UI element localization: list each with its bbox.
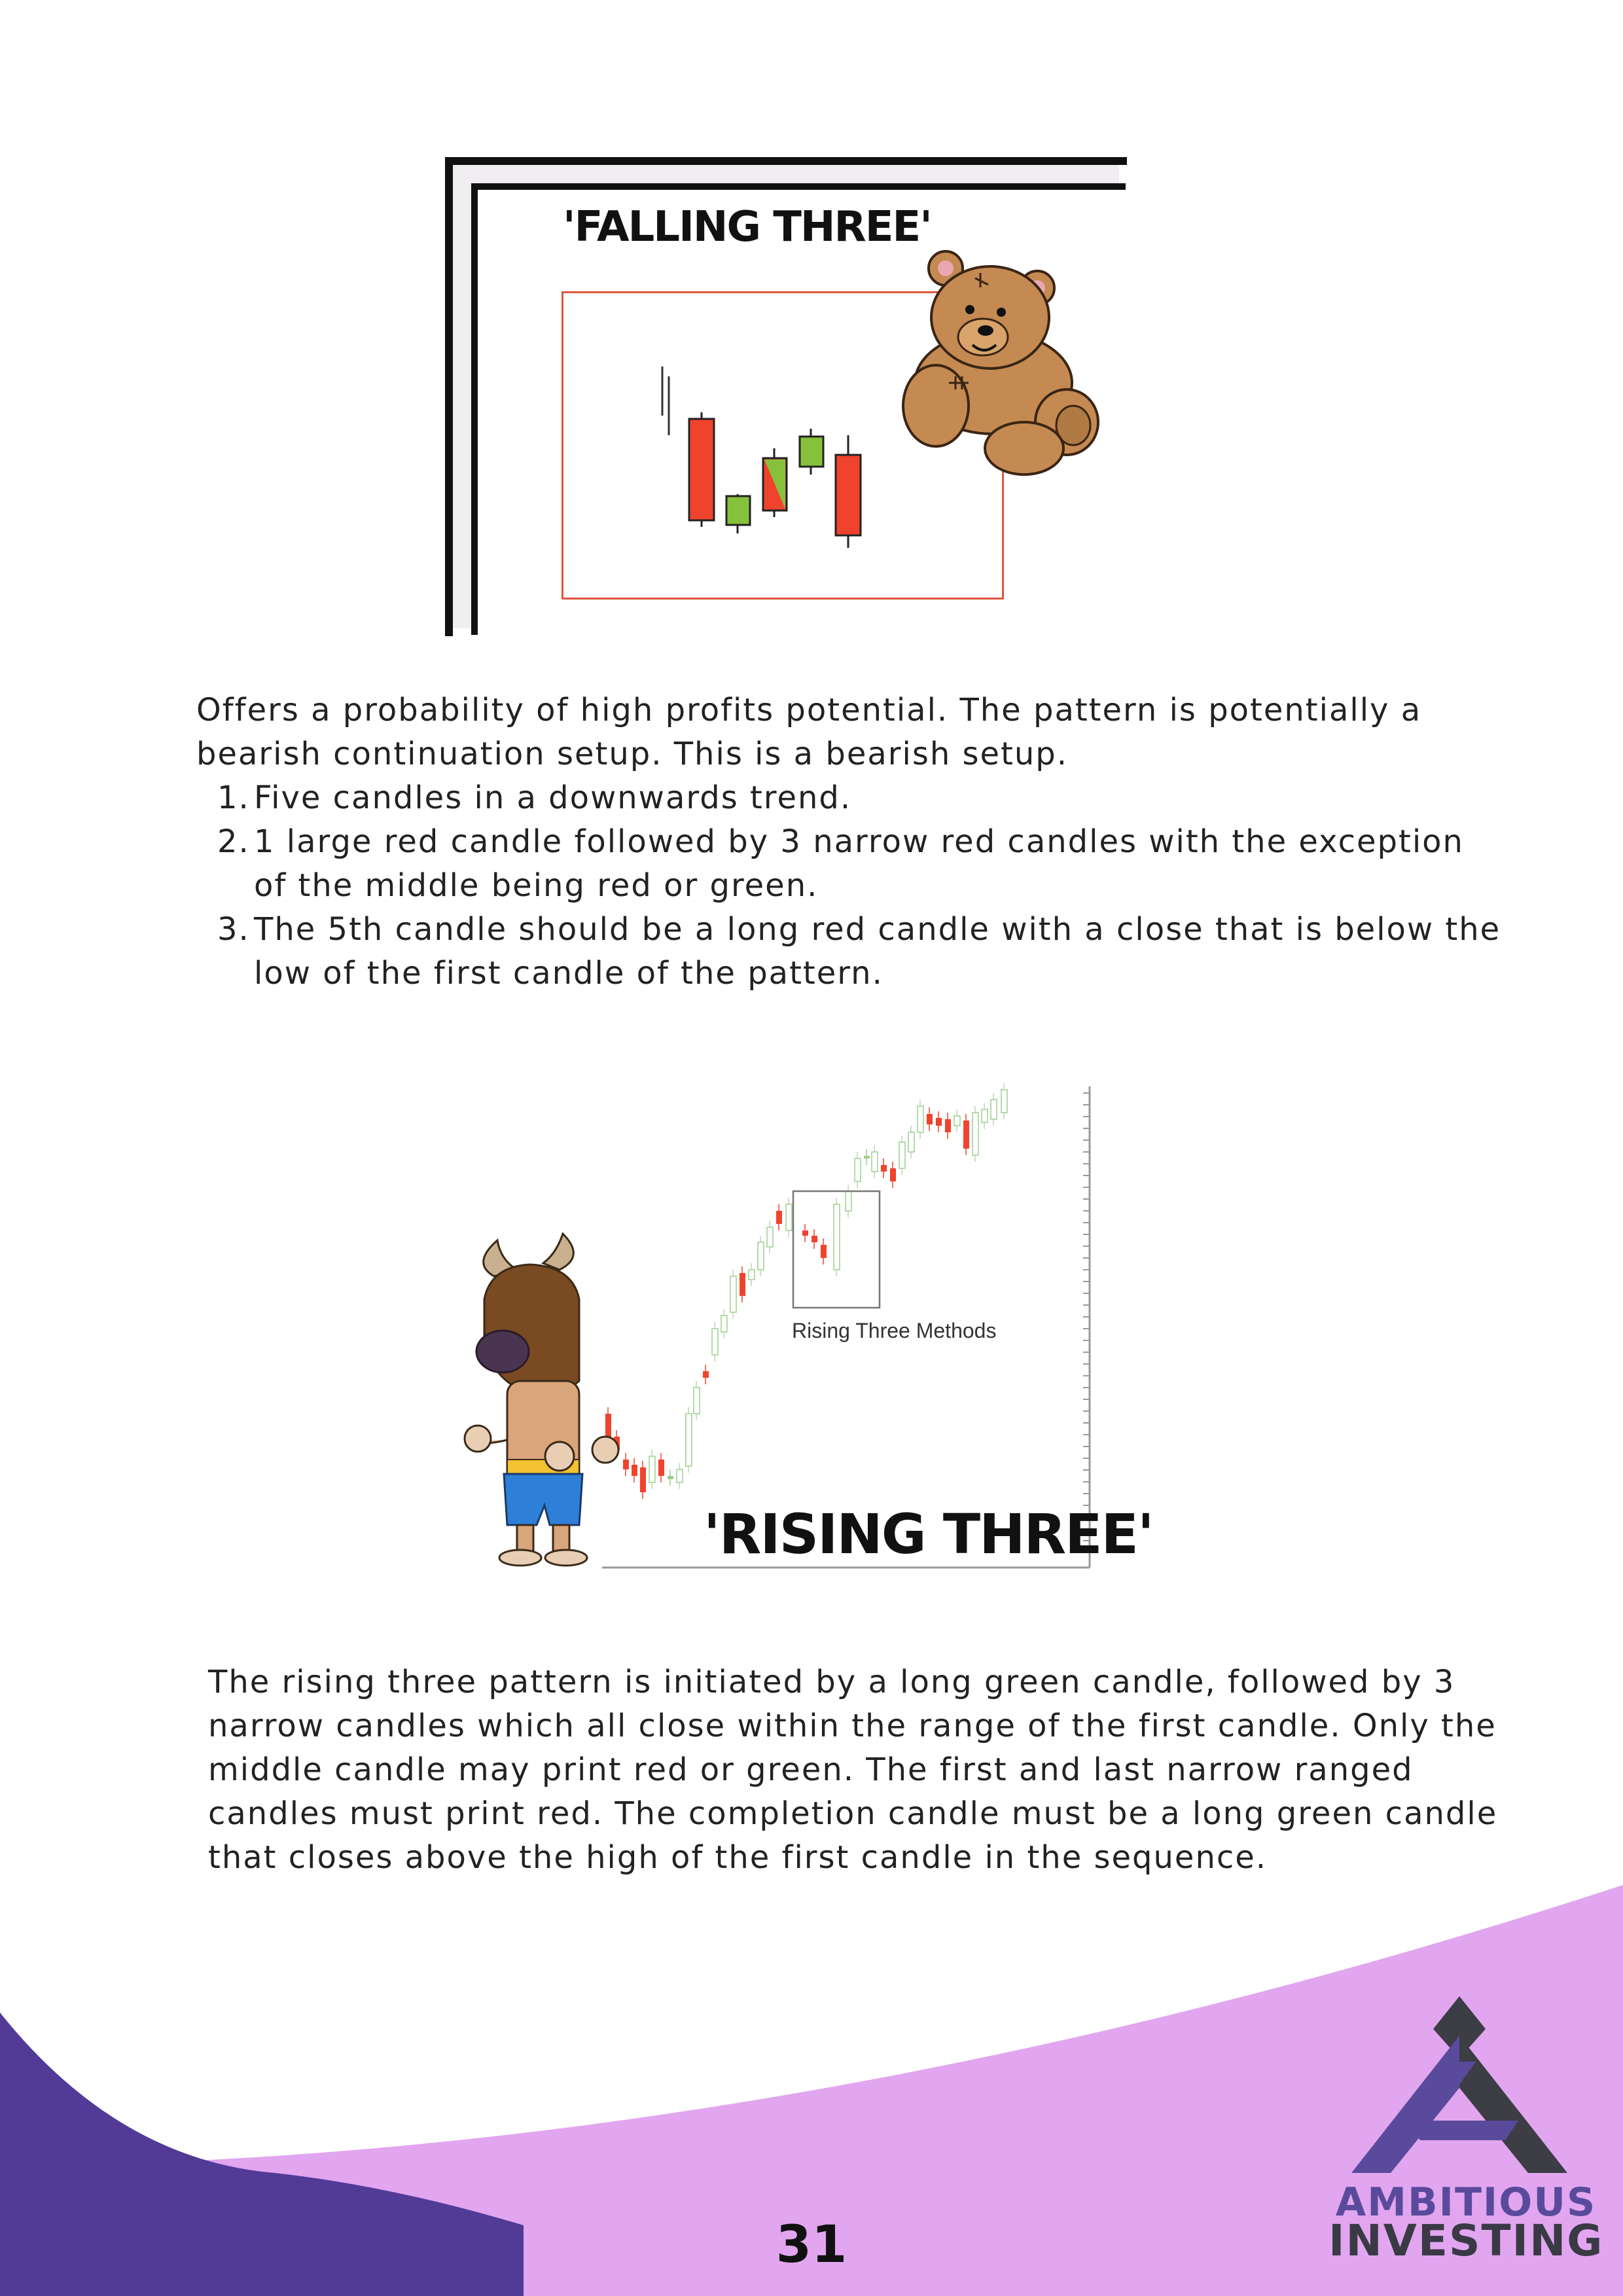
- chart-candle: [649, 1456, 655, 1482]
- chart-candle: [918, 1106, 923, 1132]
- chart-candle: [703, 1371, 709, 1378]
- chart-candle: [749, 1270, 755, 1280]
- chart-candle: [927, 1114, 933, 1124]
- chart-candle: [740, 1273, 745, 1296]
- bull-character-icon: [465, 1234, 618, 1566]
- chart-candle: [846, 1191, 851, 1211]
- chart-candle: [834, 1204, 840, 1270]
- chart-candle: [890, 1168, 896, 1181]
- chart-candle: [945, 1119, 951, 1132]
- chart-candle: [936, 1118, 942, 1126]
- falling-three-title: 'FALLING THREE': [563, 203, 931, 251]
- chart-candle: [881, 1165, 887, 1172]
- chart-candle: [776, 1211, 782, 1224]
- chart-candle: [954, 1116, 960, 1126]
- candle-5-red: [836, 455, 861, 535]
- logo-a-icon: [1329, 1990, 1603, 2186]
- brand-name-line-1: AMBITIOUS: [1335, 2179, 1597, 2225]
- chart-candle: [721, 1316, 727, 1332]
- chart-candle: [821, 1245, 827, 1258]
- rising-three-title: 'RISING THREE': [704, 1502, 1153, 1566]
- chart-candle: [694, 1388, 700, 1414]
- chart-candle: [712, 1329, 718, 1355]
- rising-three-caption: Rising Three Methods: [792, 1319, 997, 1342]
- chart-candle: [623, 1460, 629, 1469]
- list-item-number: 3.: [217, 911, 250, 948]
- chart-candle: [991, 1100, 997, 1119]
- chart-candle: [668, 1476, 673, 1479]
- chart-candle: [864, 1156, 870, 1158]
- falling-three-candles: [438, 147, 1119, 625]
- teddy-bear-icon: [903, 251, 1098, 475]
- falling-three-illustration: [438, 147, 1119, 625]
- chart-candle: [677, 1469, 683, 1482]
- chart-candle: [812, 1236, 817, 1242]
- candle-4-green: [800, 437, 823, 467]
- chart-candle: [730, 1276, 736, 1312]
- page-number: 31: [776, 2215, 847, 2274]
- chart-candle: [855, 1158, 861, 1181]
- list-item-number: 1.: [217, 780, 250, 816]
- chart-candle: [658, 1460, 664, 1476]
- falling-three-description: Offers a probability of high profits potential. The pattern is potentially a bearish continuation setup. This is a bearish setup.: [196, 692, 1422, 772]
- chart-candle: [767, 1227, 773, 1247]
- rising-three-description: The rising three pattern is initiated by a long green candle, followed by 3 narrow candles which all close within the range of the first candle. Only the middle candle may print red or green. The first and last narrow ranged candles must print red. The completion candle must be a long green candle that closes above the high of the first candle in the sequence.: [208, 1664, 1498, 1876]
- list-item-text: The 5th candle should be a long red candle with a close that is below the low of the first candle of the pattern.: [254, 911, 1501, 992]
- chart-candle: [972, 1113, 978, 1155]
- rising-candles: [605, 1083, 1007, 1499]
- chart-candle: [908, 1132, 914, 1152]
- list-item: [196, 776, 1505, 820]
- candle-1-red: [689, 419, 714, 520]
- chart-candle: [786, 1204, 792, 1230]
- chart-candle: [686, 1414, 692, 1466]
- list-item-number: 2.: [217, 823, 250, 860]
- chart-candle: [872, 1152, 878, 1172]
- ambitious-investing-logo: [1329, 1990, 1603, 2265]
- chart-candle: [802, 1230, 808, 1236]
- chart-candle: [640, 1467, 646, 1492]
- list-item-text: Five candles in a downwards trend.: [254, 780, 852, 816]
- list-item: [196, 908, 1505, 996]
- chart-candle: [632, 1465, 637, 1476]
- brand-name-line-2: INVESTING: [1329, 2215, 1604, 2266]
- list-item-text: 1 large red candle followed by 3 narrow red candles with the exception of the middle being red or green.: [254, 823, 1464, 904]
- chart-candle: [899, 1142, 905, 1168]
- falling-three-steps: [196, 776, 1505, 996]
- chart-candle: [758, 1242, 764, 1270]
- chart-candle: [1001, 1090, 1007, 1113]
- chart-candle: [982, 1109, 988, 1122]
- rising-three-illustration: [445, 1073, 1153, 1584]
- candle-2-green: [726, 496, 750, 525]
- chart-candle: [963, 1121, 969, 1149]
- list-item: [196, 820, 1505, 908]
